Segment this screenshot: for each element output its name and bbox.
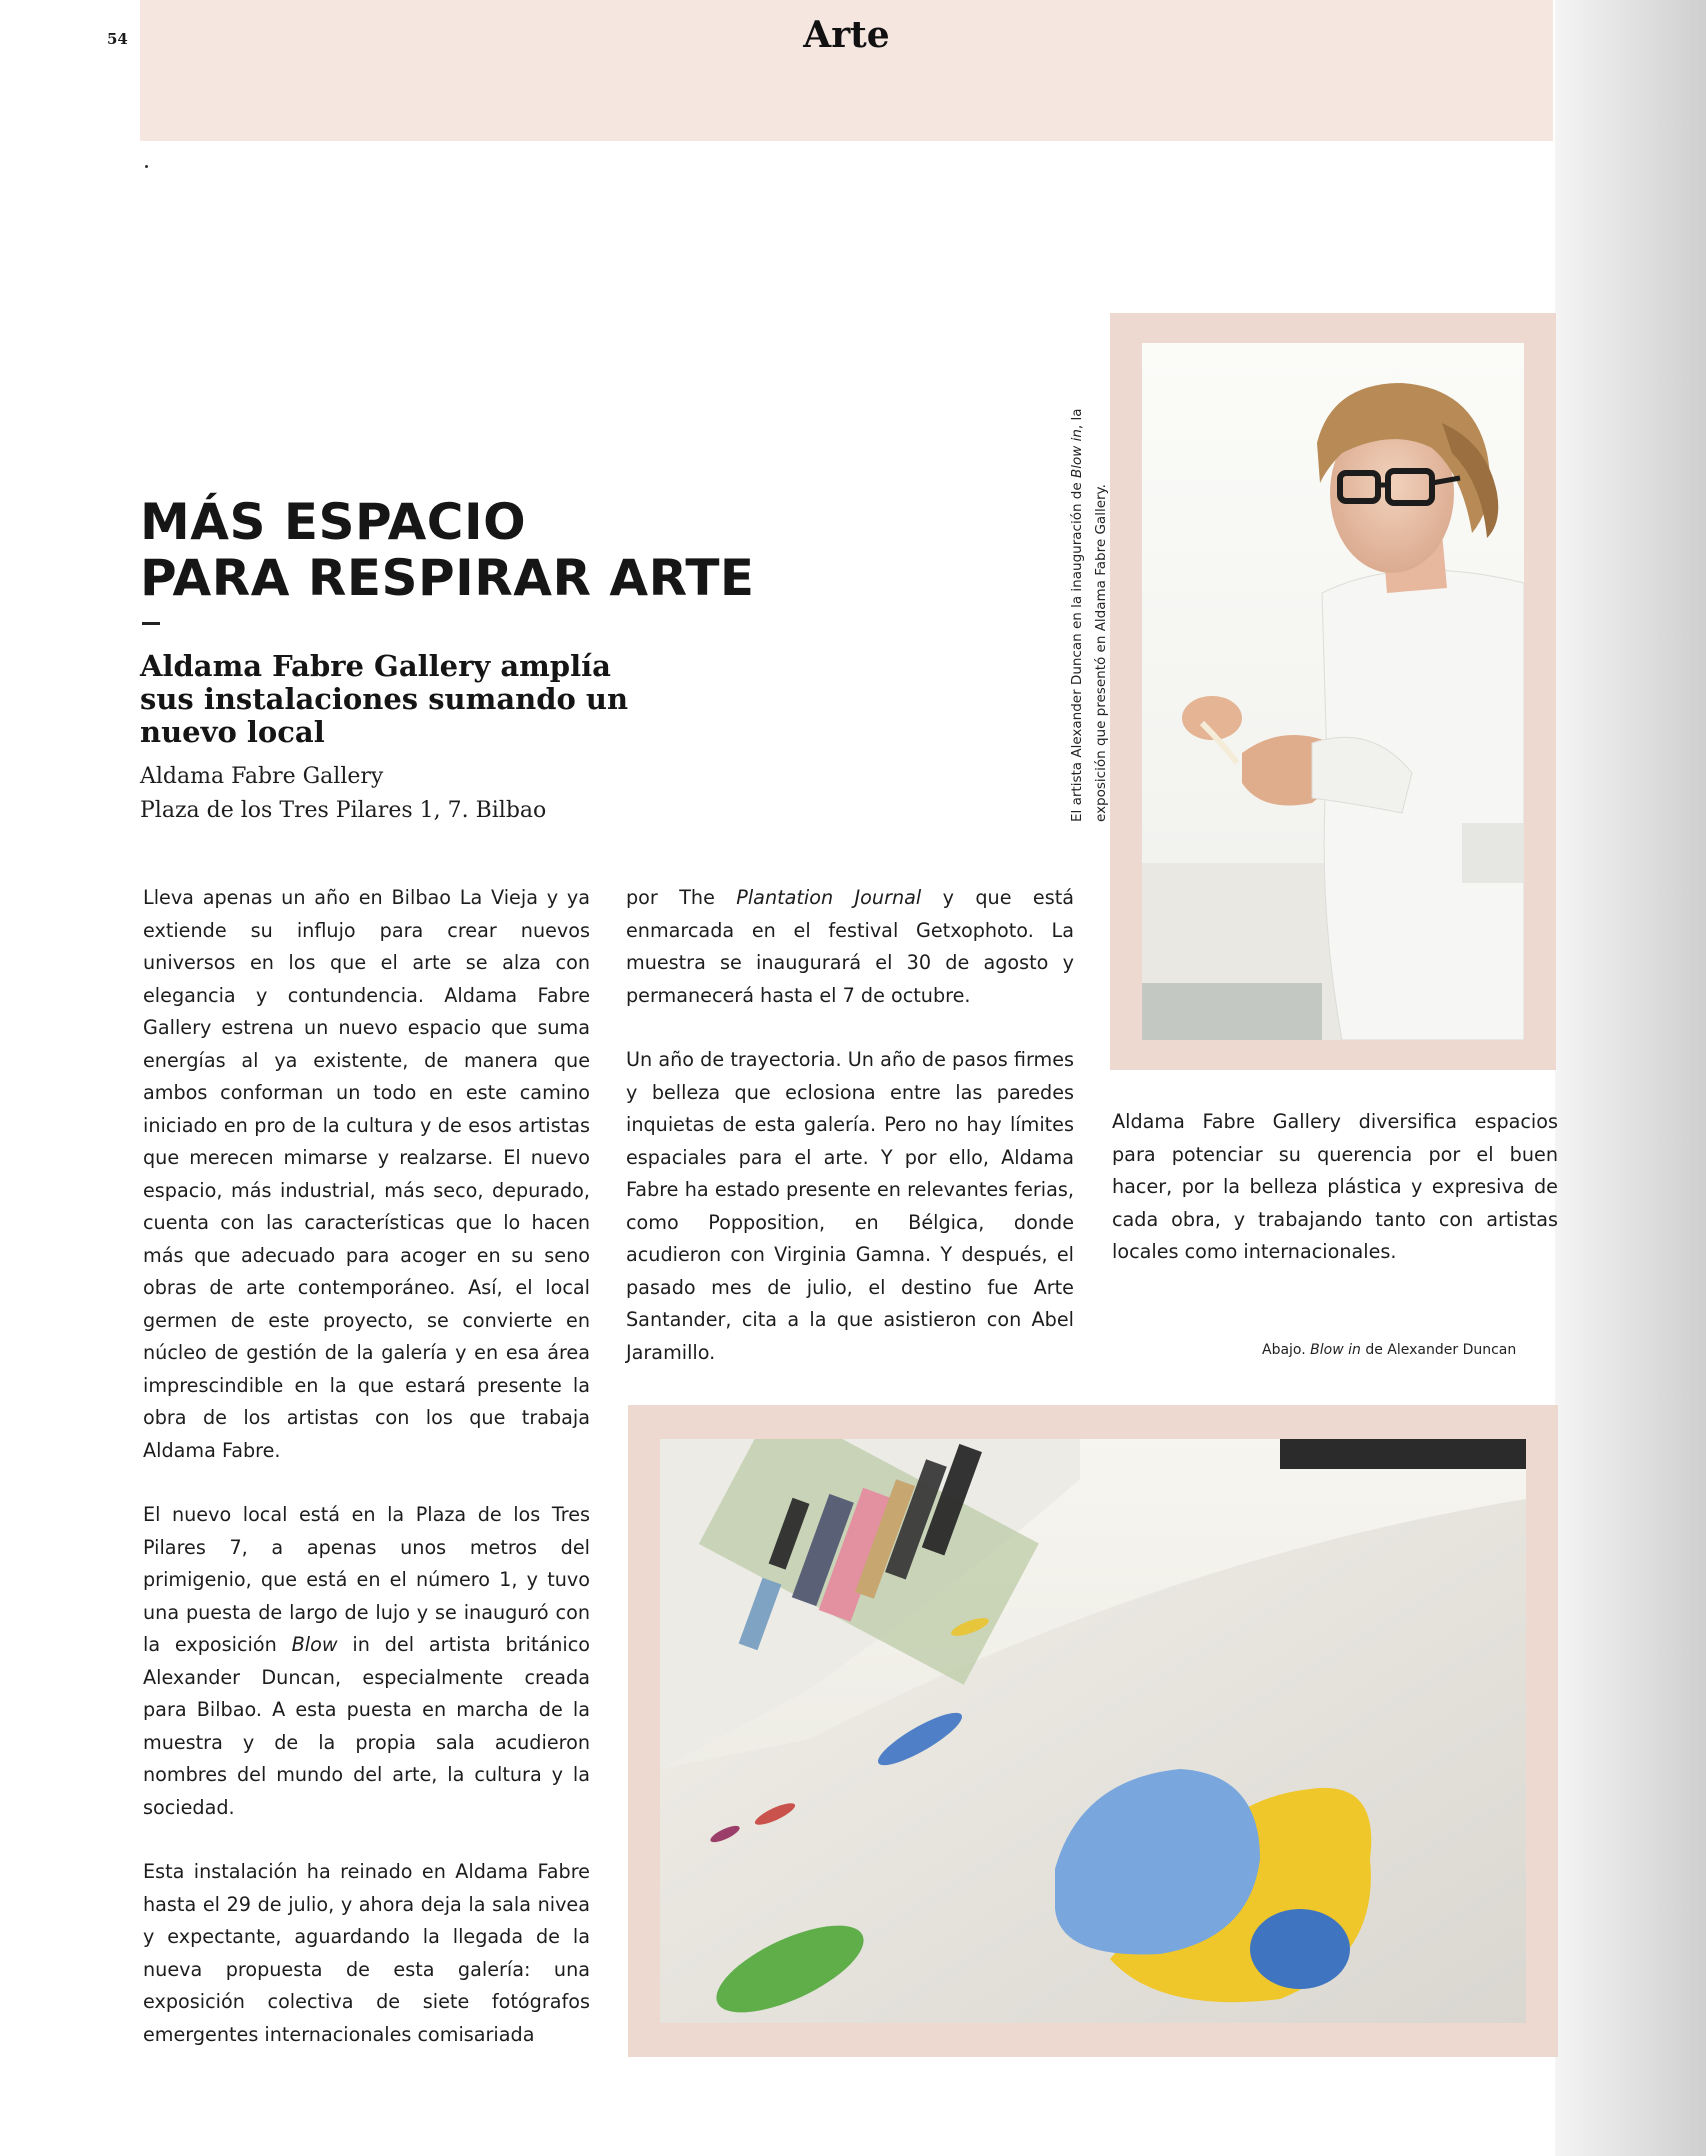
col2-p1-text-a: por The — [626, 886, 737, 909]
venue-address: Plaza de los Tres Pilares 1, 7. Bilbao — [140, 798, 547, 823]
installation-view-image — [660, 1439, 1526, 2023]
col2-paragraph-1 — [626, 882, 1074, 1012]
col1-p2-text-b: in del artista británico Alexander Duncan, especialmente creada para Bilbao. A esta puesta en marcha de la muestra y de la propia sala acudieron nombres del mundo del arte, la cultura y la sociedad. — [143, 1633, 591, 1819]
col1-paragraph-1: Lleva apenas un año en Bilbao La Vieja y ya extiende su influjo para crear nuevos universos en los que el arte se alza con elegancia y contundencia. Aldama Fabre Gallery estrena un nuevo espacio que suma energías al ya existente, de manera que ambos conforman un todo en este camino iniciado en pro de la cultura y de esos artistas que merecen mimarse y realzarse. El nuevo espacio, más industrial, más seco, depurado, cuenta con las características que lo hacen más que adecuado para acoger en su seno obras de arte contemporáneo. Así, el local germen de este proyecto, se convierte en núcleo de gestión de la galería y en esa área imprescindible en la que estará presente la obra de los artistas con los que trabaja Aldama Fabre. — [143, 886, 590, 1462]
caption-text-b: , la — [1069, 408, 1085, 430]
article-column-3 — [1112, 1106, 1558, 1269]
artist-photo-frame — [1110, 313, 1556, 1070]
page-gutter-shadow — [1555, 0, 1706, 2156]
small-caption-italic: Blow in — [1310, 1342, 1361, 1358]
venue-info — [140, 760, 546, 828]
col2-p1-text-b: y que está enmarcada en el festival Getxophoto. La muestra se inaugurará el 30 de agosto y permanecerá hasta el 7 de octubre. — [626, 886, 1074, 1007]
col3-paragraph-1: Aldama Fabre Gallery diversifica espacios para potenciar su querencia por el buen hacer, por la belleza plástica y expresiva de cada obra, y trabajando tanto con artistas locales como internacionales. — [1112, 1110, 1558, 1263]
article-column-2 — [626, 882, 1074, 1369]
headline-line-1: MÁS ESPACIO — [140, 493, 527, 551]
caption-line-1 — [1065, 317, 1089, 822]
photo-caption-vertical — [1065, 317, 1113, 822]
photo-caption-small — [1262, 1342, 1516, 1358]
col2-paragraph-2: Un año de trayectoria. Un año de pasos firmes y belleza que eclosiona entre las paredes inquietas de esta galería. Pero no hay límites espaciales para el arte. Y por ello, Aldama Fabre ha estado presente en relevantes ferias, como Popposition, en Bélgica, donde acudieron con Virginia Gamna. Y después, el pasado mes de julio, el destino fue Arte Santander, cita a la que asistieron con Abel Jaramillo. — [626, 1048, 1074, 1364]
article-column-1 — [143, 882, 590, 2051]
article-headline — [140, 494, 780, 606]
col1-p2-italic: Blow — [291, 1633, 338, 1656]
caption-line-2: exposición que presentó en Aldama Fabre Gallery. — [1093, 484, 1109, 822]
col2-p1-italic: Plantation Journal — [736, 886, 922, 909]
col1-p2-text-a: El nuevo local está en la Plaza de los Tres Pilares 7, a apenas unos metros del primigenio, que está en el número 1, y tuvo una puesta de largo de lujo y se inauguró con la exposición — [143, 1503, 590, 1656]
headline-line-2: PARA RESPIRAR ARTE — [140, 549, 755, 607]
page-number: 54 — [107, 30, 128, 48]
artist-portrait-image — [1142, 343, 1524, 1040]
artist-photo — [1142, 343, 1524, 1040]
section-title: Arte — [803, 14, 890, 56]
installation-photo — [660, 1439, 1526, 2023]
col1-paragraph-3: Esta instalación ha reinado en Aldama Fabre hasta el 29 de julio, y ahora deja la sala nivea y expectante, aguardando la llegada de la nueva propuesta de esta galería: una exposición colectiva de siete fotógrafos emergentes internacionales comisariada — [143, 1860, 590, 2046]
article-subhead: Aldama Fabre Gallery amplía sus instalaciones sumando un nuevo local — [140, 649, 629, 749]
col1-paragraph-2 — [143, 1499, 590, 1824]
venue-name: Aldama Fabre Gallery — [140, 764, 384, 789]
caption-text-a: El artista Alexander Duncan en la inauguración de — [1069, 478, 1085, 822]
small-caption-suffix: de Alexander Duncan — [1360, 1342, 1517, 1358]
header-band — [140, 0, 1553, 141]
headline-dash — [142, 622, 160, 625]
caption-italic: Blow in — [1069, 429, 1085, 479]
installation-photo-frame — [628, 1405, 1558, 2057]
small-caption-prefix: Abajo. — [1262, 1342, 1311, 1358]
print-speck — [145, 165, 148, 168]
